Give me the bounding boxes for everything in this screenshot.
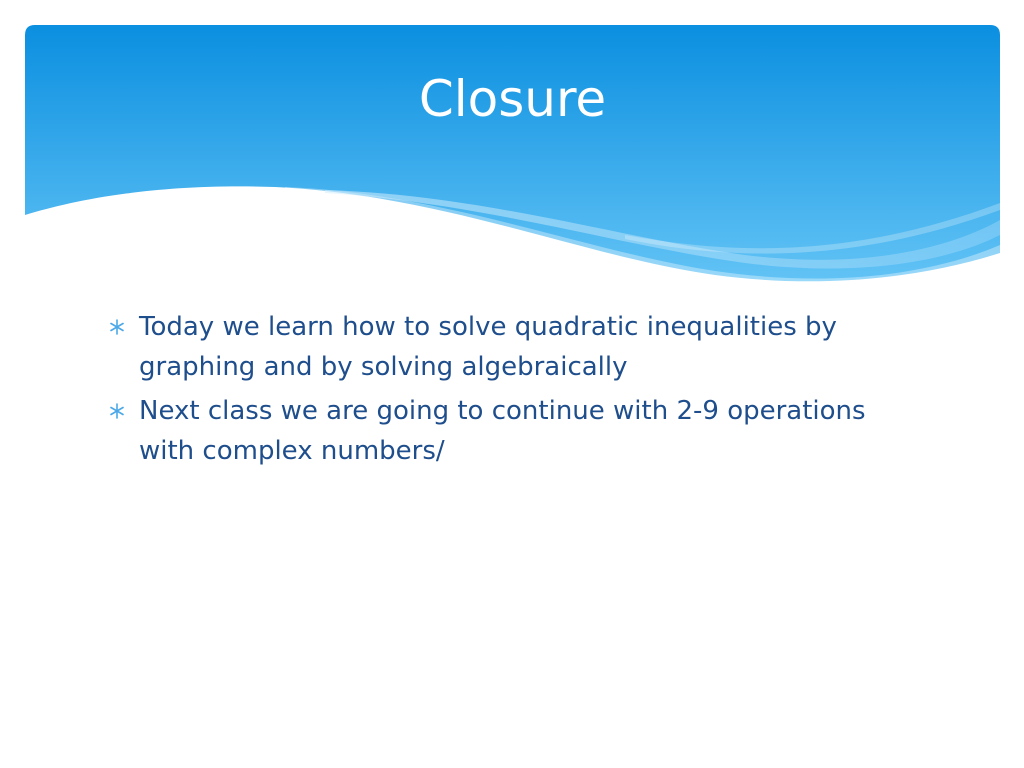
list-item xyxy=(108,307,918,387)
bullet-list xyxy=(108,307,918,475)
asterisk-bullet-icon xyxy=(108,402,126,420)
asterisk-bullet-icon xyxy=(108,318,126,336)
wave-banner-graphic xyxy=(25,25,1000,285)
list-item xyxy=(108,391,918,471)
header-banner xyxy=(25,25,1000,285)
slide-title: Closure xyxy=(418,70,607,128)
bullet-text: Today we learn how to solve quadratic inequalities by graphing and by solving algebraically xyxy=(139,312,837,382)
bullet-text: Next class we are going to continue with 2-9 operations with complex numbers/ xyxy=(139,396,866,466)
